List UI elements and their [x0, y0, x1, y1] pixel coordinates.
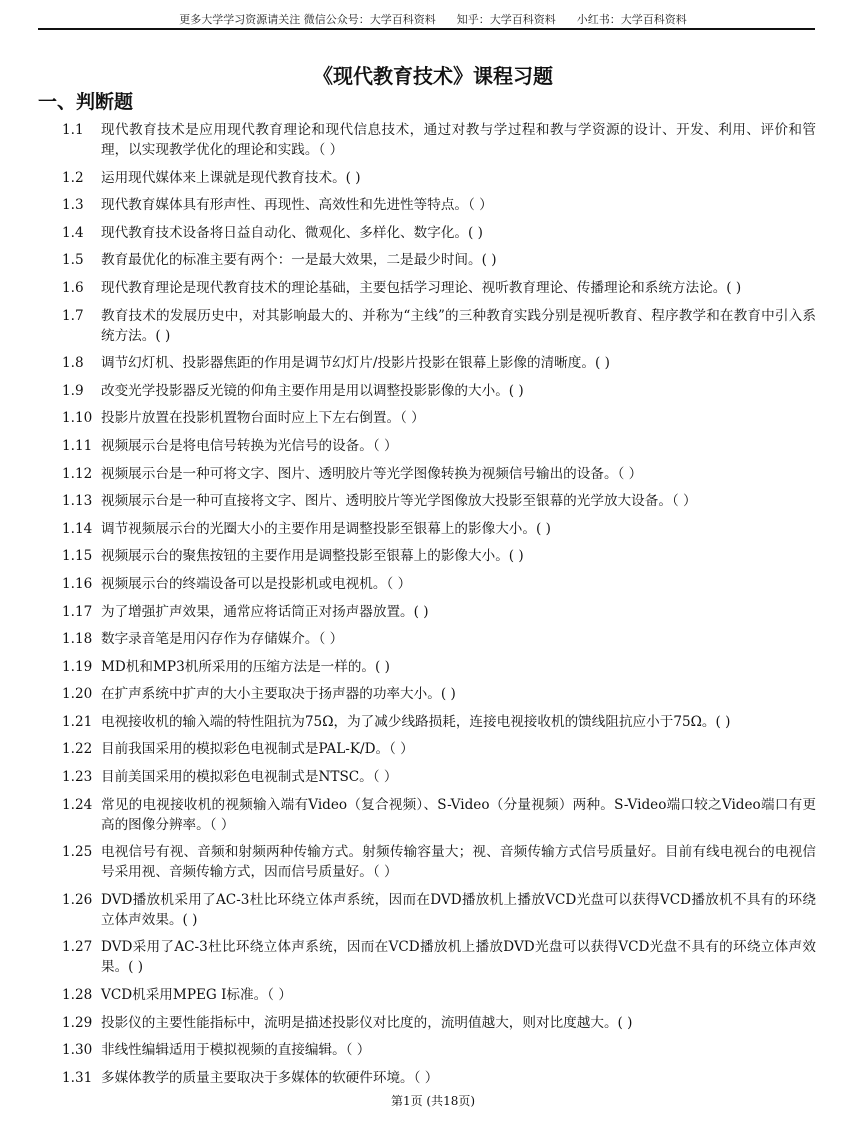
question-item — [62, 408, 816, 428]
question-number: 1.17 — [62, 603, 93, 620]
question-number: 1.1 — [62, 122, 84, 138]
question-item — [62, 168, 816, 188]
question-text: 投影片放置在投影机置物台面时应上下左右倒置。（ ） — [101, 410, 425, 427]
page-header: 更多大学学习资源请关注 微信公众号：大学百科资料 知乎：大学百科资料 小红书：大学百科资料 — [179, 13, 687, 26]
question-text: 教育最优化的标准主要有两个：一是最大效果，二是最少时间。( ) — [101, 252, 497, 269]
question-item — [62, 120, 816, 160]
question-text: DVD播放机采用了AC-3杜比环绕立体声系统，因而在DVD播放机上播放VCD光盘可以获得VCD播放机不具有的环绕立体声效果。( ) — [101, 891, 816, 928]
section-heading: 一、判断题 — [38, 91, 134, 113]
question-text: 运用现代媒体来上课就是现代教育技术。( ) — [101, 169, 361, 186]
question-number: 1.28 — [62, 987, 93, 1004]
header-rule — [38, 28, 815, 30]
question-number: 1.26 — [62, 891, 93, 908]
question-item — [62, 1013, 816, 1033]
question-item — [62, 353, 816, 373]
page-footer: 第1页 (共18页) — [390, 1094, 476, 1108]
question-item — [62, 436, 816, 456]
question-text: MD机和MP3机所采用的压缩方法是一样的。( ) — [101, 658, 390, 675]
question-item — [62, 519, 816, 539]
question-item — [62, 223, 816, 243]
question-item — [62, 546, 816, 566]
question-number: 1.23 — [62, 769, 93, 786]
question-item — [62, 684, 816, 704]
question-text: 视频展示台是一种可将文字、图片、透明胶片等光学图像转换为视频信号输出的设备。（ ） — [101, 465, 643, 482]
question-item — [62, 657, 816, 677]
question-number: 1.15 — [62, 548, 93, 565]
question-item — [62, 574, 816, 594]
question-number: 1.10 — [62, 410, 93, 427]
question-number: 1.5 — [62, 252, 84, 269]
question-number: 1.7 — [62, 307, 84, 324]
question-item — [62, 306, 816, 346]
question-text: 视频展示台的聚焦按钮的主要作用是调整投影至银幕上的影像大小。( ) — [101, 548, 524, 565]
question-text: 调节幻灯机、投影器焦距的作用是调节幻灯片/投影片投影在银幕上影像的清晰度。( ) — [101, 355, 610, 372]
question-text: 目前我国采用的模拟彩色电视制式是PAL-K/D。（ ） — [101, 741, 414, 758]
question-text: 现代教育媒体具有形声性、再现性、高效性和先进性等特点。（ ） — [101, 197, 493, 214]
question-text: 教育技术的发展历史中，对其影响最大的、并称为“主线”的三种教育实践分别是视听教育、程序教学和在教育中引入系统方法。( ) — [101, 307, 816, 344]
question-number: 1.14 — [62, 520, 93, 537]
question-item — [62, 890, 816, 930]
question-number: 1.25 — [62, 844, 93, 861]
question-text: 现代教育技术设备将日益自动化、微观化、多样化、数字化。( ) — [101, 224, 483, 241]
question-text: 调节视频展示台的光圈大小的主要作用是调整投影至银幕上的影像大小。( ) — [101, 520, 551, 537]
question-number: 1.24 — [62, 796, 93, 813]
question-item — [62, 491, 816, 511]
question-number: 1.29 — [62, 1014, 93, 1031]
question-text: DVD采用了AC-3杜比环绕立体声系统，因而在VCD播放机上播放DVD光盘可以获得VCD光盘不具有的环绕立体声效果。( ) — [101, 939, 816, 976]
question-text: 多媒体教学的质量主要取决于多媒体的软硬件环境。（ ） — [101, 1069, 439, 1086]
question-number: 1.30 — [62, 1042, 93, 1059]
question-item — [62, 795, 816, 835]
question-item — [62, 985, 816, 1005]
question-number: 1.8 — [62, 355, 84, 372]
question-number: 1.12 — [62, 465, 93, 482]
question-number: 1.27 — [62, 939, 93, 956]
question-number: 1.16 — [62, 575, 93, 592]
question-item — [62, 250, 816, 270]
question-number: 1.3 — [62, 197, 84, 214]
question-item — [62, 739, 816, 759]
question-text: 电视信号有视、音频和射频两种传输方式。射频传输容量大；视、音频传输方式信号质量好。目前有线电视台的电视信号采用视、音频传输方式，因而信号质量好。（ ） — [101, 844, 816, 881]
question-item — [62, 602, 816, 622]
question-text: 视频展示台是将电信号转换为光信号的设备。（ ） — [101, 437, 398, 454]
question-item — [62, 278, 816, 298]
question-text: 在扩声系统中扩声的大小主要取决于扬声器的功率大小。( ) — [101, 686, 456, 703]
question-item — [62, 629, 816, 649]
question-text: 为了增强扩声效果，通常应将话筒正对扬声器放置。( ) — [101, 603, 429, 620]
question-text: 改变光学投影器反光镜的仰角主要作用是用以调整投影影像的大小。( ) — [101, 382, 524, 399]
question-text: 数字录音笔是用闪存作为存储媒介。（ ） — [101, 631, 344, 648]
question-item — [62, 767, 816, 787]
question-number: 1.18 — [62, 631, 93, 648]
question-item — [62, 937, 816, 977]
question-number: 1.9 — [62, 382, 84, 399]
question-item — [62, 712, 816, 732]
question-text: 非线性编辑适用于模拟视频的直接编辑。（ ） — [101, 1042, 371, 1059]
question-number: 1.13 — [62, 493, 93, 510]
question-number: 1.2 — [62, 169, 84, 186]
question-list — [62, 120, 816, 1095]
question-number: 1.4 — [62, 224, 84, 241]
question-number: 1.19 — [62, 658, 93, 675]
question-number: 1.11 — [62, 437, 93, 454]
question-item — [62, 842, 816, 882]
question-text: 视频展示台的终端设备可以是投影机或电视机。（ ） — [101, 575, 412, 592]
question-number: 1.6 — [62, 279, 84, 296]
question-text: 视频展示台是一种可直接将文字、图片、透明胶片等光学图像放大投影至银幕的光学放大设备。（ ） — [101, 493, 697, 510]
question-item — [62, 1040, 816, 1060]
question-text: 现代教育技术是应用现代教育理论和现代信息技术，通过对教与学过程和教与学资源的设计、开发、利用、评价和管理，以实现教学优化的理论和实践。（ ） — [101, 122, 816, 158]
question-number: 1.31 — [62, 1069, 93, 1086]
question-text: 目前美国采用的模拟彩色电视制式是NTSC。（ ） — [101, 769, 398, 786]
question-text: VCD机采用MPEG Ⅰ标准。（ ） — [101, 987, 292, 1004]
document-title: 《现代教育技术》课程习题 — [313, 64, 553, 88]
question-item — [62, 381, 816, 401]
question-item — [62, 195, 816, 215]
question-text: 投影仪的主要性能指标中，流明是描述投影仪对比度的，流明值越大，则对比度越大。( ) — [101, 1014, 633, 1031]
question-text: 常见的电视接收机的视频输入端有Video（复合视频）、S-Video（分量视频）两种。S-Video端口较之Video端口有更高的图像分辨率。（ ） — [101, 796, 816, 833]
question-text: 现代教育理论是现代教育技术的理论基础，主要包括学习理论、视听教育理论、传播理论和系统方法论。( ) — [101, 279, 742, 296]
question-item — [62, 1068, 816, 1088]
question-number: 1.22 — [62, 741, 93, 758]
question-item — [62, 464, 816, 484]
question-number: 1.21 — [62, 713, 93, 730]
question-number: 1.20 — [62, 686, 93, 703]
question-text: 电视接收机的输入端的特性阻抗为75Ω，为了减少线路损耗，连接电视接收机的馈线阻抗应小于75Ω。( ) — [101, 713, 731, 730]
